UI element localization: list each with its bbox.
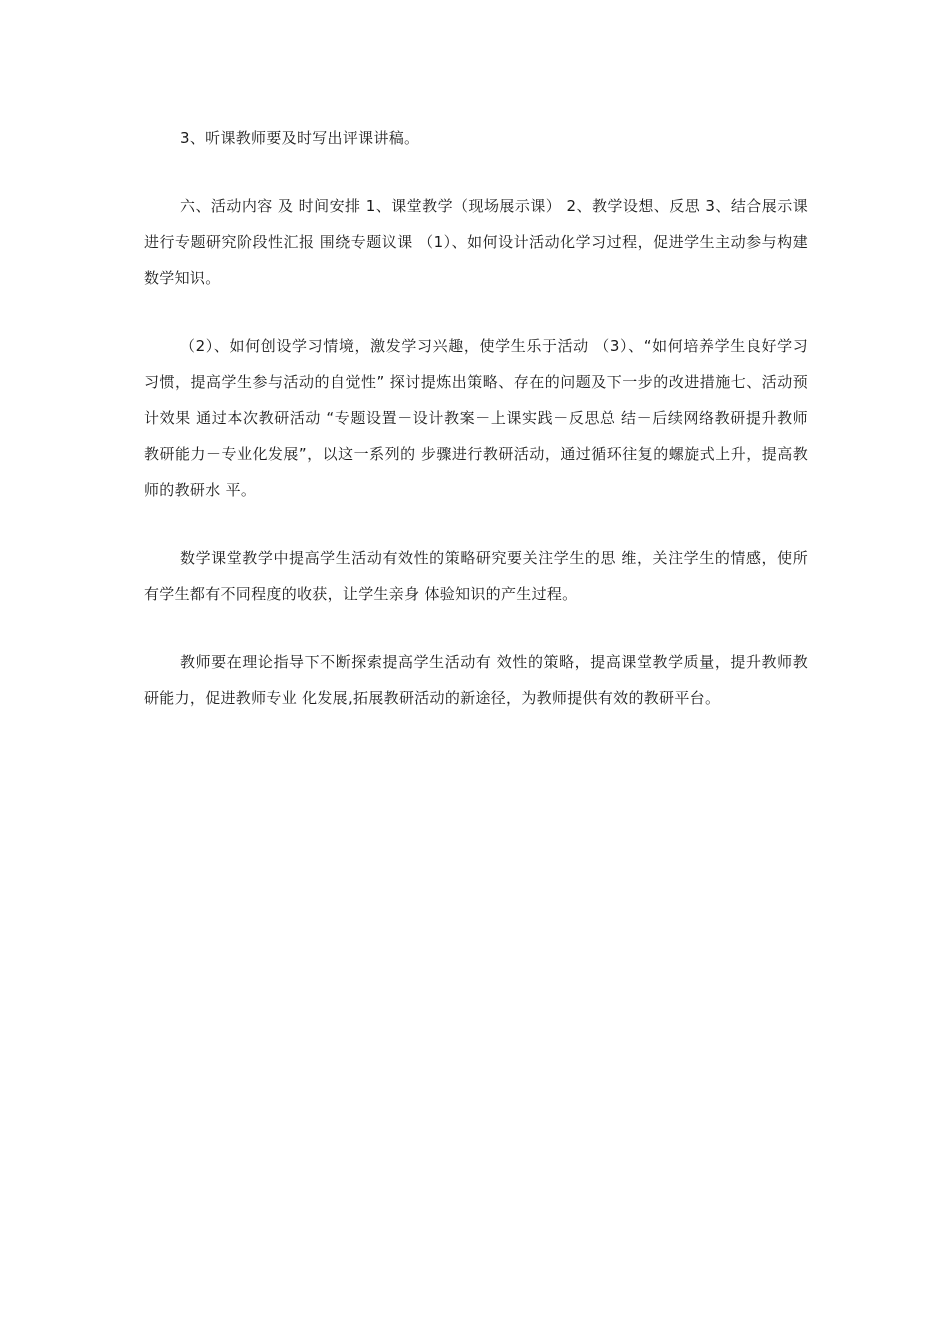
paragraph-expected-effect: （2）、如何创设学习情境，激发学习兴趣，使学生乐于活动 （3）、“如何培养学生良好学习习惯，提高学生参与活动的自觉性” 探讨提炼出策略、存在的问题及下一步的改进措施七、活动预计效果 通过本次教研活动 “专题设置－设计教案－上课实践－反思总 结－后续网络教研提升教师教研能力－专业化发展”，以这一系列的 步骤进行教研活动，通过循环往复的螺旋式上升，提高教师的教研水 平。 bbox=[144, 337, 808, 499]
paragraph-activity-schedule: 六、活动内容 及 时间安排 1、课堂教学（现场展示课） 2、教学设想、反思 3、结合展示课进行专题研究阶段性汇报 围绕专题议课 （1）、如何设计活动化学习过程，促进学生主动参与构建数学知识。 bbox=[144, 197, 808, 287]
paragraph-conclusion: 教师要在理论指导下不断探索提高学生活动有 效性的策略，提高课堂教学质量，提升教师教研能力，促进教师专业 化发展,拓展教研活动的新途径，为教师提供有效的教研平台。 bbox=[144, 653, 808, 707]
document-body bbox=[144, 120, 808, 748]
paragraph-strategy-focus: 数学课堂教学中提高学生活动有效性的策略研究要关注学生的思 维，关注学生的情感，使所有学生都有不同程度的收获，让学生亲身 体验知识的产生过程。 bbox=[144, 549, 808, 603]
paragraph-evaluation-notes: 3、听课教师要及时写出评课讲稿。 bbox=[180, 129, 420, 147]
